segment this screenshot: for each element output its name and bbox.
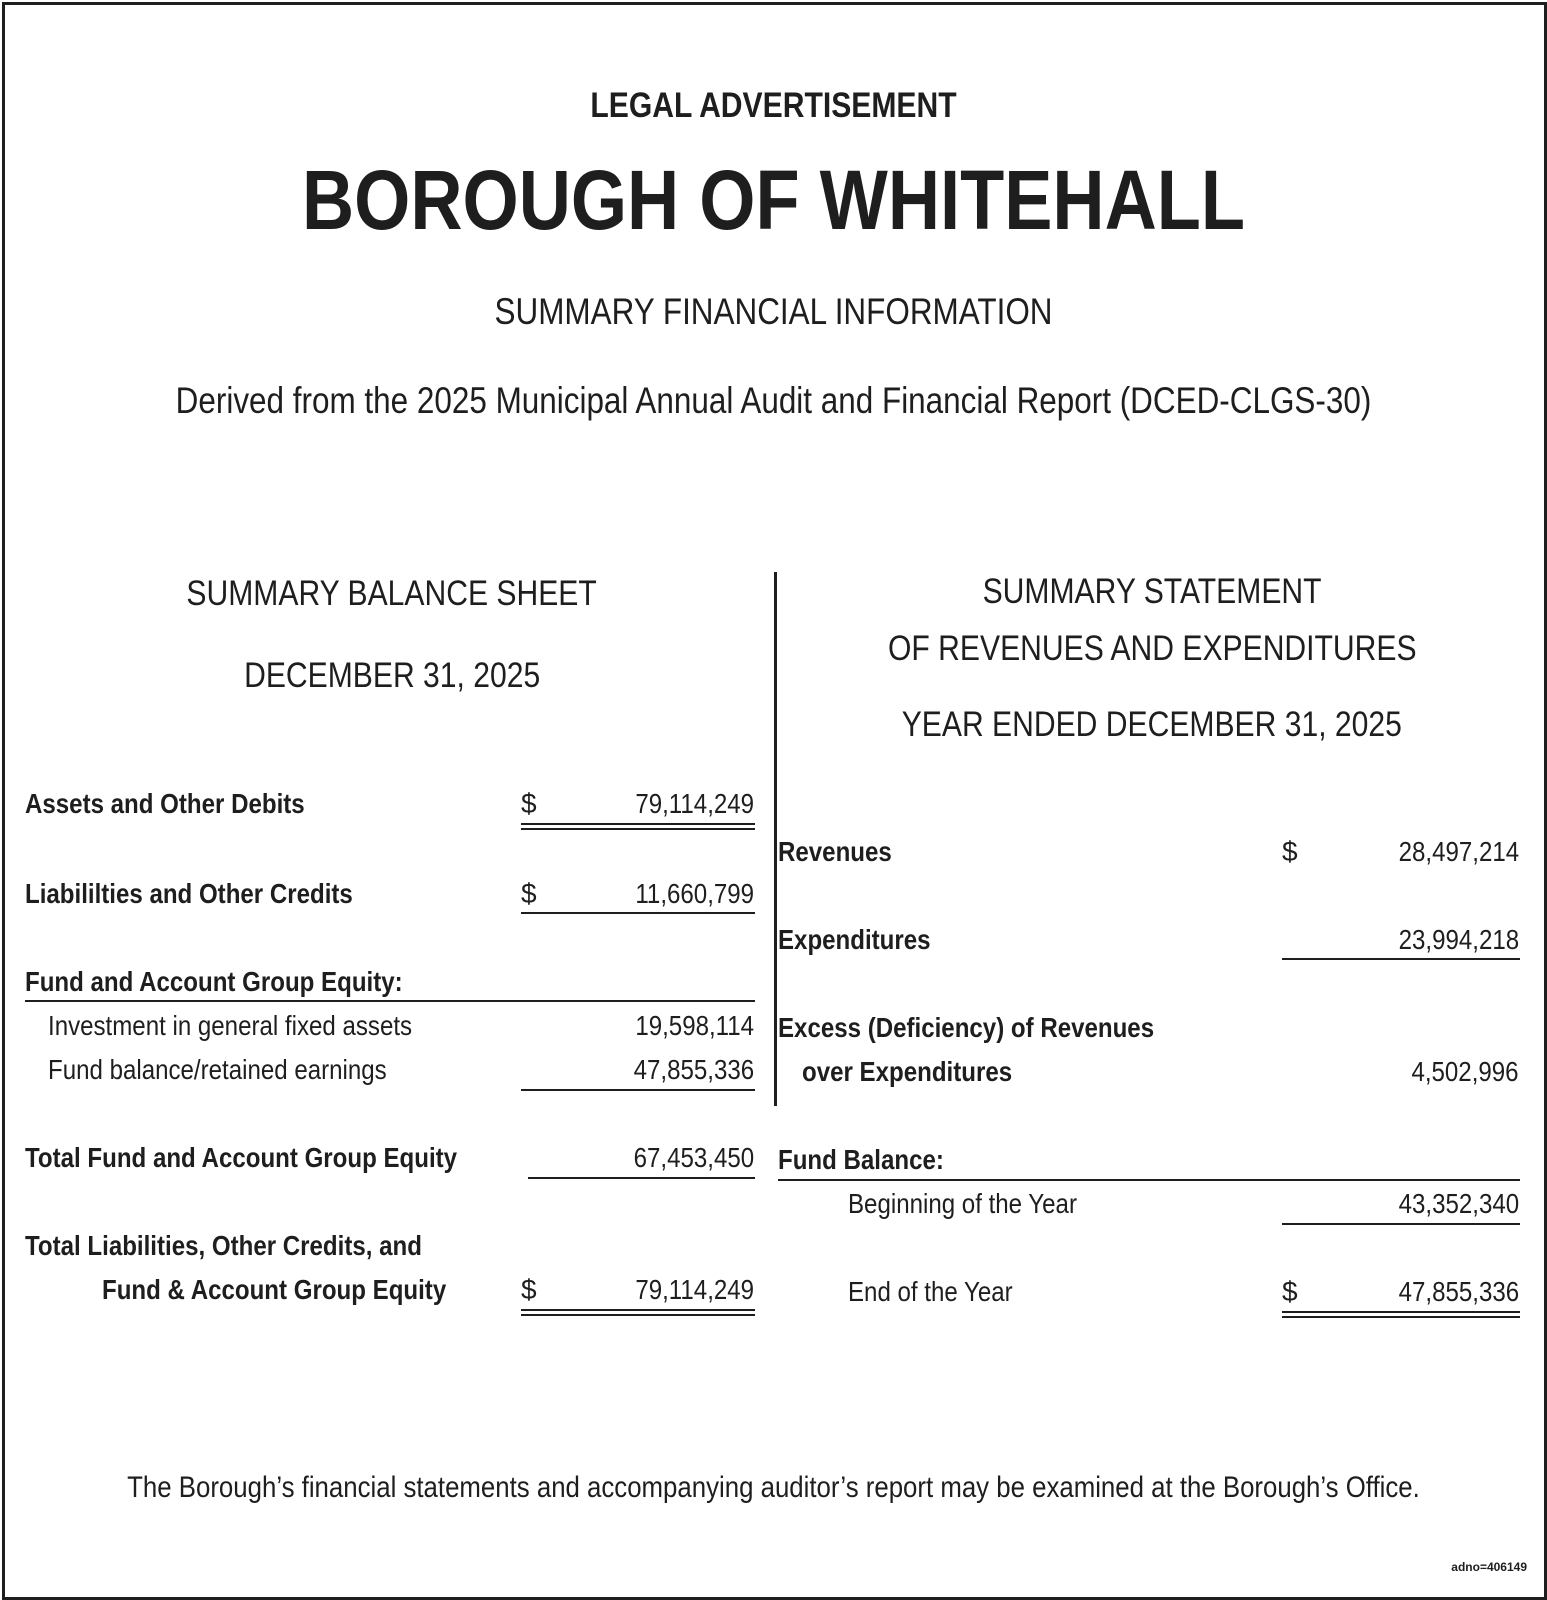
balance-sheet-date-text: DECEMBER 31, 2025: [243, 656, 541, 695]
expenditures-label: Expenditures: [778, 924, 931, 955]
column-divider: [774, 572, 777, 1106]
fund-balance-value: 47,855,336: [633, 1054, 754, 1085]
total-liabilities-label-line1: Total Liabilities, Other Credits, and: [25, 1230, 422, 1261]
total-liabilities-dollar: $: [521, 1274, 537, 1305]
fund-balance-underline: [521, 1089, 755, 1091]
excess-label-line1: Excess (Deficiency) of Revenues: [778, 1012, 1155, 1043]
kicker-heading: LEGAL ADVERTISEMENT: [590, 86, 957, 125]
subtitle: SUMMARY FINANCIAL INFORMATION: [494, 291, 1053, 332]
total-liabilities-value: 79,114,249: [635, 1274, 754, 1305]
balance-sheet-heading: [20, 574, 764, 614]
assets-dollar: $: [521, 788, 537, 819]
excess-label-line2: over Expenditures: [802, 1056, 1013, 1087]
fund-balance-heading-rule: [778, 1179, 1520, 1181]
beginning-value: 43,352,340: [1398, 1188, 1519, 1219]
source-note: Derived from the 2025 Municipal Annual Audit and Financial Report (DCED-CLGS-30): [175, 380, 1372, 421]
liabilities-value: 11,660,799: [635, 878, 754, 909]
ad-number: adno=406149: [1451, 1560, 1527, 1574]
fund-balance-heading: Fund Balance:: [778, 1144, 944, 1175]
end-value: 47,855,336: [1398, 1276, 1519, 1307]
liabilities-underline: [521, 912, 755, 914]
beginning-underline: [1282, 1223, 1520, 1225]
investment-label: Investment in general fixed assets: [48, 1010, 413, 1041]
total-equity-underline: [528, 1177, 755, 1179]
excess-value: 4,502,996: [1411, 1056, 1519, 1087]
total-equity-label: Total Fund and Account Group Equity: [25, 1142, 458, 1173]
equity-heading-rule: [25, 1000, 755, 1002]
liabilities-label: Liabililties and Other Credits: [25, 878, 353, 909]
statement-heading-line2: OF REVENUES AND EXPENDITURES: [887, 629, 1417, 668]
end-dollar: $: [1282, 1276, 1298, 1307]
total-liabilities-label-line2: Fund & Account Group Equity: [102, 1274, 447, 1305]
statement-heading-line1: SUMMARY STATEMENT: [982, 572, 1322, 611]
assets-double-underline: [521, 823, 755, 830]
expenditures-value: 23,994,218: [1398, 924, 1519, 955]
page-title: BOROUGH OF WHITEHALL: [301, 153, 1246, 247]
liabilities-dollar: $: [521, 878, 537, 909]
total-liabilities-double-underline: [521, 1309, 755, 1316]
total-equity-value: 67,453,450: [633, 1142, 754, 1173]
revenues-label: Revenues: [778, 836, 892, 867]
balance-sheet-date: [20, 656, 764, 696]
revenues-value: 28,497,214: [1398, 836, 1519, 867]
footer-note: The Borough’s financial statements and accompanying auditor’s report may be examined at the Borough’s Office.: [127, 1471, 1420, 1504]
equity-heading: Fund and Account Group Equity:: [25, 966, 403, 997]
balance-sheet-title: SUMMARY BALANCE SHEET: [186, 574, 598, 613]
assets-value: 79,114,249: [635, 788, 754, 819]
revenues-dollar: $: [1282, 836, 1298, 867]
fund-balance-label: Fund balance/retained earnings: [48, 1054, 387, 1085]
beginning-label: Beginning of the Year: [848, 1188, 1077, 1219]
assets-label: Assets and Other Debits: [25, 788, 305, 819]
end-label: End of the Year: [848, 1276, 1013, 1307]
statement-heading-line3: YEAR ENDED DECEMBER 31, 2025: [901, 705, 1403, 744]
expenditures-underline: [1282, 958, 1520, 960]
investment-value: 19,598,114: [635, 1010, 754, 1041]
end-double-underline: [1282, 1311, 1520, 1318]
